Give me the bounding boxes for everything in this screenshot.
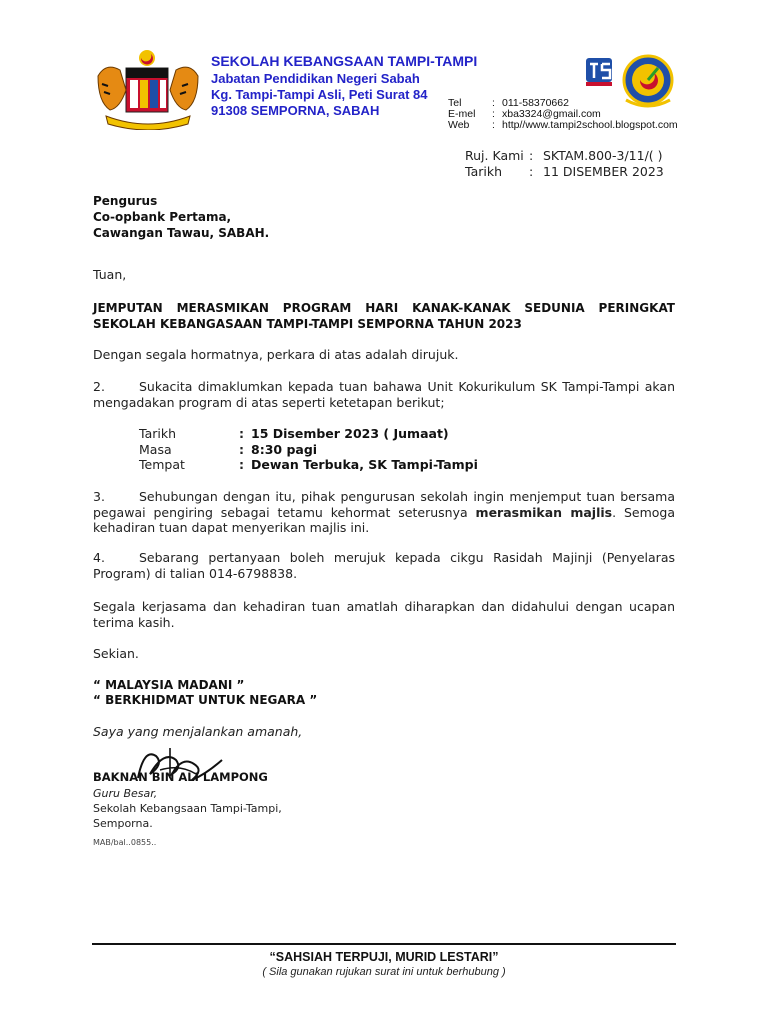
- state-crest-logo: [92, 46, 204, 130]
- trust-line: Saya yang menjalankan amanah,: [93, 724, 303, 739]
- postcode-line: 91308 SEMPORNA, SABAH: [211, 103, 380, 118]
- sekian: Sekian.: [93, 646, 139, 661]
- footer-note: ( Sila gunakan rujukan surat ini untuk berhubung ): [262, 966, 506, 978]
- school-motto: “SAHSIAH TERPUJI, MURID LESTARI”: [269, 950, 499, 964]
- footer-divider: [92, 943, 676, 945]
- reference-number: Ruj. Kami : SKTAM.800-3/11/( ): [465, 148, 663, 163]
- contact-email[interactable]: E-mel : xba3324@gmail.com: [448, 108, 601, 120]
- school-name: SEKOLAH KEBANGSAAN TAMPI-TAMPI: [211, 53, 478, 69]
- slogan-madani: “ MALAYSIA MADANI ”: [93, 678, 245, 692]
- letter-subject: JEMPUTAN MERASMIKAN PROGRAM HARI KANAK-KANAK SEDUNIA PERINGKAT SEKOLAH KEBANGASAAN TAMPI-TAMPI SEMPORNA TAHUN 2023: [93, 301, 675, 331]
- paragraph-3: 3. Sehubungan dengan itu, pihak pengurusan sekolah ingin menjemput tuan bersama pegawai pengiring sebagai tetamu kehormat seterusnya merasmikan majlis. Semoga kehadiran tuan dapat menyerikan majlis ini.: [93, 489, 675, 535]
- department-name: Jabatan Pendidikan Negeri Sabah: [211, 71, 420, 86]
- signatory-details: Guru Besar, Sekolah Kebangsaan Tampi-Tampi, Semporna.: [93, 787, 282, 830]
- detail-time: Masa : 8:30 pagi: [139, 442, 318, 457]
- paragraph-4: 4. Sebarang pertanyaan boleh merujuk kepada cikgu Rasidah Majinji (Penyelaras Program) di talian 014-6798838.: [93, 550, 675, 581]
- slogan-berkhidmat: “ BERKHIDMAT UNTUK NEGARA ”: [93, 693, 318, 707]
- detail-venue: Tempat : Dewan Terbuka, SK Tampi-Tampi: [139, 457, 478, 472]
- signatory-name: BAKNAN BIN ALI LAMPONG: [93, 770, 268, 784]
- handwritten-signature: [130, 740, 230, 790]
- salutation: Tuan,: [93, 267, 127, 282]
- detail-date: Tarikh : 15 Disember 2023 ( Jumaat): [139, 426, 449, 441]
- contact-web[interactable]: Web : http//www.tampi2school.blogspot.com: [448, 119, 678, 131]
- address-line: Kg. Tampi-Tampi Asli, Peti Surat 84: [211, 87, 428, 102]
- file-reference: MAB/bal..0855..: [93, 838, 157, 847]
- closing-paragraph: Segala kerjasama dan kehadiran tuan amatlah diharapkan dan didahului dengan ucapan terima kasih.: [93, 599, 675, 630]
- school-logos: [582, 50, 676, 108]
- paragraph-2: 2. Sukacita dimaklumkan kepada tuan bahawa Unit Kokurikulum SK Tampi-Tampi akan mengadakan program di atas seperti ketetapan berikut;: [93, 379, 675, 410]
- recipient-address: Pengurus Co-opbank Pertama, Cawangan Tawau, SABAH.: [93, 194, 270, 240]
- contact-tel: Tel : 011-58370662: [448, 97, 569, 109]
- letter-date: Tarikh : 11 DISEMBER 2023: [465, 164, 664, 179]
- opening-paragraph: Dengan segala hormatnya, perkara di atas adalah dirujuk.: [93, 347, 459, 362]
